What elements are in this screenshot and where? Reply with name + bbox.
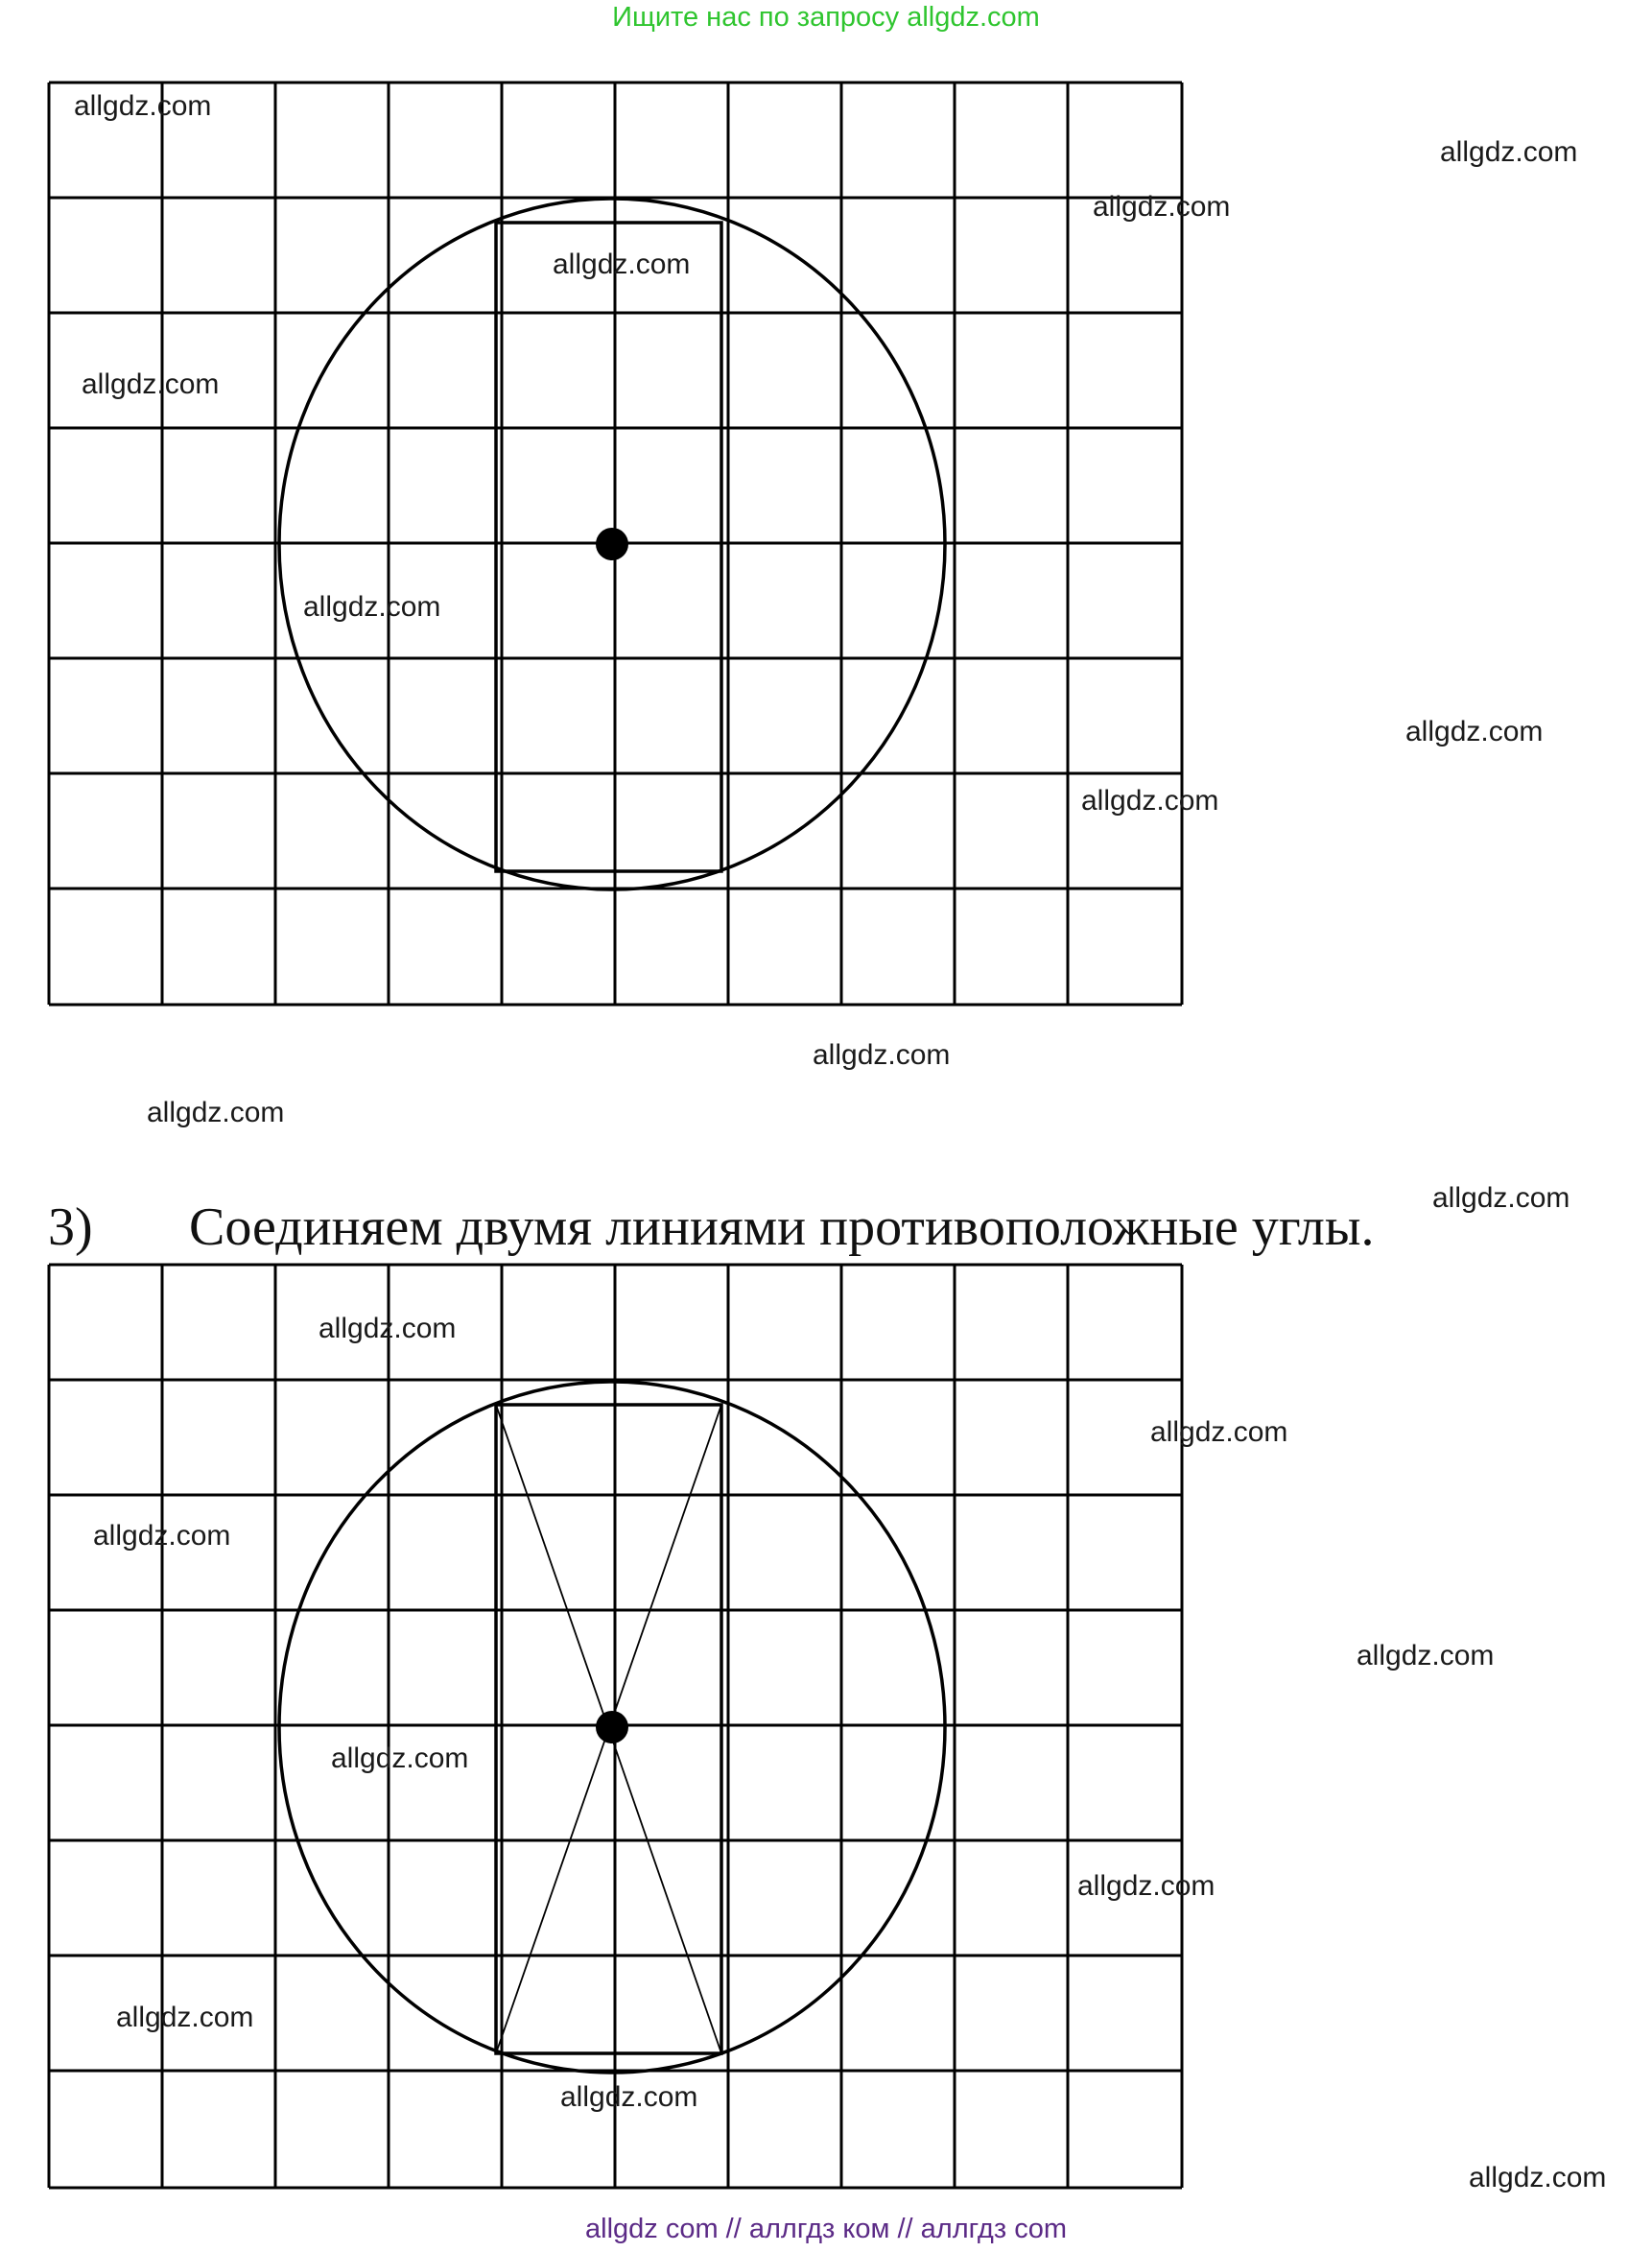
watermark: allgdz.com [1469, 2162, 1607, 2193]
center-point-2 [596, 1711, 628, 1743]
search-banner: Ищите нас по запросу allgdz.com [612, 2, 1040, 33]
watermark: allgdz.com [1405, 716, 1544, 747]
watermark: allgdz.com [74, 90, 212, 122]
watermark: allgdz.com [1357, 1640, 1495, 1671]
watermark: allgdz.com [331, 1742, 469, 1774]
step-number: 3) [48, 1197, 93, 1257]
watermark: allgdz.com [1432, 1182, 1570, 1214]
watermark: allgdz.com [319, 1313, 457, 1344]
footer-links: allgdz com // аллгдз ком // аллгдз com [585, 2214, 1067, 2244]
watermark: allgdz.com [1440, 136, 1578, 168]
step-text: Соединяем двумя линиями противоположные углы. [189, 1197, 1375, 1257]
watermark: allgdz.com [1081, 785, 1219, 817]
watermark: allgdz.com [116, 2002, 254, 2033]
watermark: allgdz.com [82, 368, 220, 400]
watermark: allgdz.com [560, 2081, 698, 2113]
watermark: allgdz.com [93, 1520, 231, 1552]
watermark: allgdz.com [1077, 1870, 1215, 1902]
watermark: allgdz.com [1093, 191, 1231, 223]
watermark: allgdz.com [303, 591, 441, 623]
watermark: allgdz.com [553, 249, 691, 280]
watermark: allgdz.com [1150, 1416, 1288, 1448]
watermark: allgdz.com [147, 1097, 285, 1128]
watermark: allgdz.com [813, 1039, 951, 1071]
